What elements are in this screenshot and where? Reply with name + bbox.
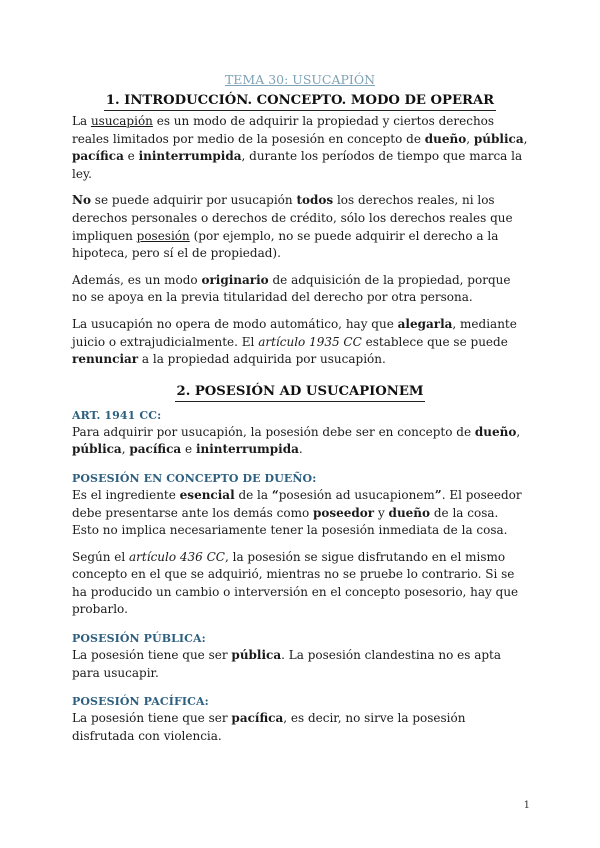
- page-number: 1: [523, 800, 530, 811]
- subheading-art-1941: ART. 1941 CC:: [72, 408, 162, 422]
- term-usucapion: usucapión: [90, 114, 153, 128]
- page-content: [72, 72, 528, 754]
- subheading-posesion-dueno: POSESIÓN EN CONCEPTO DE DUEÑO:: [72, 471, 317, 485]
- subheading-posesion-publica: POSESIÓN PÚBLICA:: [72, 632, 206, 646]
- paragraph-dueno-1: Es el ingrediente esencial de la “posesión ad usucapionem”. El poseedor debe presentarse ante los demás como poseedor y dueño de la cosa. Esto no implica necesariamente tener la posesión inmediata de la cosa.: [72, 487, 522, 538]
- section-heading-introduccion: 1. INTRODUCCIÓN. CONCEPTO. MODO DE OPERAR: [104, 92, 496, 111]
- paragraph-originario: Además, es un modo originario de adquisición de la propiedad, porque no se apoya en la previa titularidad del derecho por otra persona.: [72, 272, 511, 305]
- paragraph-scope: No se puede adquirir por usucapión todos los derechos reales, ni los derechos personales o derechos de crédito, sólo los derechos reales que impliquen posesión (por ejemplo, no se puede adquirir el derecho a la hipoteca, pero sí el de propiedad).: [72, 193, 513, 261]
- section-heading-posesion: 2. POSESIÓN AD USUCAPIONEM: [175, 383, 426, 402]
- paragraph-alegacion: La usucapión no opera de modo automático, hay que alegarla, mediante juicio o extrajudicialmente. El artículo 1935 CC establece que se puede renunciar a la propiedad adquirida por usucapión.: [72, 316, 517, 367]
- theme-title: TEMA 30: USUCAPIÓN: [224, 72, 376, 87]
- term-posesion: posesión: [136, 228, 190, 243]
- subheading-posesion-pacifica: POSESIÓN PACÍFICA:: [72, 695, 209, 709]
- paragraph-dueno-2: Según el artículo 436 CC, la posesión se sigue disfrutando en el mismo concepto en el que se adquirió, mientras no se pruebe lo contrario. Si se ha producido un cambio o interversión en el concepto posesorio, hay que probarlo.: [72, 549, 519, 617]
- paragraph-art-1941: Para adquirir por usucapión, la posesión debe ser en concepto de dueño, pública, pacífica e ininterrumpida.: [72, 424, 521, 457]
- paragraph-publica: La posesión tiene que ser pública. La posesión clandestina no es apta para usucapir.: [72, 648, 502, 680]
- paragraph-pacifica: La posesión tiene que ser pacífica, es decir, no sirve la posesión disfrutada con violencia.: [72, 711, 466, 743]
- paragraph-definition: La usucapión es un modo de adquirir la propiedad y ciertos derechos reales limitados por medio de la posesión en concepto de dueño, pública, pacífica e ininterrumpida, durante los períodos de tiempo que marca la ley.: [72, 114, 528, 181]
